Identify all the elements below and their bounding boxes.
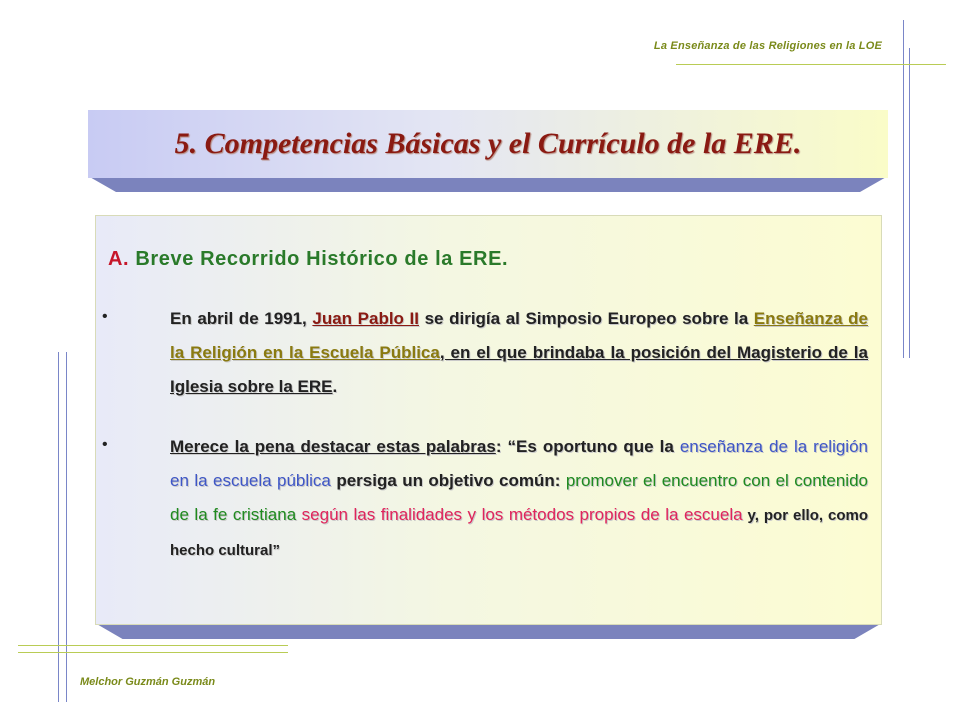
content-panel-box xyxy=(95,215,882,625)
bullet-icon: • xyxy=(102,308,108,325)
b2-text-1: Merece la pena destacar estas palabras xyxy=(170,437,496,456)
bullet-paragraph-2 xyxy=(170,430,868,568)
section-heading xyxy=(108,248,508,271)
title-banner-box xyxy=(88,110,888,178)
b2-quote-green: promover el encuentro con el contenido de la fe cristiana xyxy=(170,471,868,524)
author-footer: Melchor Guzmán Guzmán xyxy=(80,676,216,688)
section-heading-text: Breve Recorrido Histórico de la ERE. xyxy=(135,248,509,270)
b1-text-2: se dirigía al Simposio Europeo sobre la xyxy=(419,309,754,328)
frame-line-left-2 xyxy=(66,352,67,702)
slide-title: 5. Competencias Básicas y el Currículo de la ERE. xyxy=(174,127,802,160)
frame-line-top xyxy=(676,64,946,65)
frame-line-left xyxy=(58,352,59,702)
content-panel xyxy=(95,215,882,639)
frame-line-bottom-2 xyxy=(18,652,288,653)
frame-line-right xyxy=(903,20,904,358)
frame-line-right-2 xyxy=(909,48,910,358)
b2-text-4: y, por ello, como hecho cultural” xyxy=(170,507,868,559)
title-banner xyxy=(88,110,888,192)
b1-text-3: , en el que brindaba la posición del Magisterio de la Iglesia sobre la ERE xyxy=(170,343,868,396)
b2-quote-blue: enseñanza de la religión en la escuela pública xyxy=(170,437,868,490)
bullet-icon: • xyxy=(102,436,108,453)
title-banner-shadow xyxy=(88,176,888,192)
b1-symposium-topic: Enseñanza de la Religión en la Escuela Pública xyxy=(170,309,869,362)
b2-text-3: persiga un objetivo común: xyxy=(330,471,566,490)
presentation-header: La Enseñanza de las Religiones en la LOE xyxy=(653,40,882,52)
frame-line-bottom xyxy=(18,645,288,646)
b2-quote-pink: según las finalidades y los métodos propios de la escuela xyxy=(296,505,743,524)
b1-text-4: . xyxy=(332,377,338,396)
content-panel-shadow xyxy=(95,623,882,639)
b1-pope-name: Juan Pablo II xyxy=(312,309,419,328)
b2-text-2: : “Es oportuno que la xyxy=(495,437,680,456)
b1-text-1: En abril de 1991, xyxy=(170,309,313,328)
bullet-paragraph-1 xyxy=(170,302,868,404)
section-letter: A. xyxy=(108,248,130,270)
